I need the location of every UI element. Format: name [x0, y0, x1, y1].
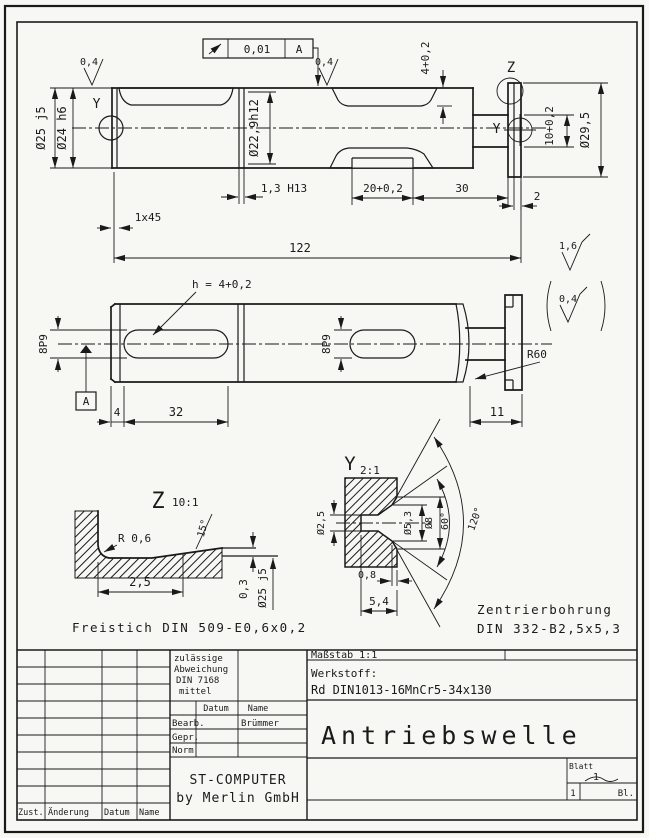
row-gepr: Gepr. [172, 733, 200, 743]
title-block [17, 650, 637, 820]
revision-table [17, 650, 170, 820]
tolerance-note: zulässige [174, 654, 223, 664]
keyway-pocket-2 [332, 88, 437, 106]
paren-right [601, 281, 605, 331]
keyway-pocket-1 [119, 88, 233, 105]
detail-y [315, 419, 621, 636]
dim-flange-dia: Ø29,5 [578, 111, 592, 149]
detail-y-letter: Y [344, 453, 356, 475]
dim-dia25-detail: Ø25 j5 [256, 568, 269, 608]
center-bore-section [345, 478, 397, 567]
dim-key-depth: 4+0,2 [419, 41, 432, 75]
col-datum: Datum [203, 704, 229, 714]
material-value: Rd DIN1013-16MnCr5-34x130 [311, 683, 492, 697]
signature-squiggle [585, 777, 618, 782]
dim-disc: 2 [533, 190, 541, 203]
detail-y-caption-2: DIN 332-B2,5x5,3 [477, 621, 622, 636]
dim-dia229: Ø22,9h12 [247, 99, 261, 157]
rev-col-name: Name [139, 808, 160, 818]
detail-y-caption-1: Zentrierbohrung [477, 602, 613, 617]
plan-view [37, 234, 605, 427]
row-bearb: Bearb. [172, 719, 205, 729]
datum-triangle-icon [80, 345, 92, 353]
dim-dia24: Ø24 h6 [55, 106, 69, 150]
surface-value: 0,4 [314, 57, 334, 68]
title-area [307, 650, 637, 800]
runout-icon [209, 44, 221, 54]
dim-key-len: 20+0,2 [363, 182, 403, 195]
detail-z-circle [497, 78, 523, 104]
sphere-section [456, 304, 469, 382]
tolerance-frame [203, 39, 318, 86]
detail-z-letter: Z [151, 489, 165, 514]
row-norm: Norm [172, 746, 194, 756]
sheet-label: Blatt [569, 762, 594, 771]
dim-4: 4 [113, 406, 121, 419]
dim-30: 30 [455, 182, 469, 195]
dim-32: 32 [168, 405, 184, 419]
dim-dia25: Ø25 j5 [34, 106, 48, 150]
company-line-2: by Merlin GmbH [176, 791, 300, 806]
scale-label: Maßstab 1:1 [311, 650, 378, 661]
dim-54: 5,4 [369, 595, 389, 608]
surface-alt: 0,4 [558, 294, 578, 305]
dim-r60: R60 [527, 348, 547, 361]
note-key-height: h = 4+0,2 [192, 278, 252, 291]
dim-neck: 10+0,2 [543, 106, 556, 146]
dim-key-width-right: 8P9 [320, 334, 333, 354]
paren-left [547, 281, 551, 331]
dim-key-width-left: 8P9 [37, 334, 50, 354]
dim-03: 0,3 [237, 579, 250, 599]
tolerance-datum: A [295, 43, 303, 56]
detail-label-y-left: Y [92, 97, 102, 112]
datum-label: A [82, 395, 90, 408]
front-view [34, 39, 608, 263]
detail-label-y-right: Y [492, 122, 502, 137]
detail-z [72, 489, 307, 635]
tolerance-value: 0,01 [243, 43, 271, 56]
tolerance-note: Abweichung [174, 665, 229, 675]
surface-value: 0,4 [79, 57, 99, 68]
dim-dia-cone: Ø5,3 [403, 510, 414, 536]
dim-15deg: 15° [195, 518, 212, 539]
sheet-count-label: Bl. [617, 789, 634, 799]
detail-z-caption: Freistich DIN 509-E0,6x0,2 [72, 620, 307, 635]
dim-60deg: 60° [440, 511, 451, 531]
dim-chamfer: 1x45 [134, 211, 162, 224]
sheet-count: 1 [570, 789, 576, 799]
col-name: Name [247, 704, 269, 714]
rev-col-zust: Zust. [18, 808, 44, 818]
detail-y-scale: 2:1 [360, 464, 380, 477]
approval-block [170, 650, 307, 820]
surface-general: 1,6 [558, 241, 578, 252]
company-line-1: ST-COMPUTER [189, 773, 287, 788]
dim-dia-outer: Ø8 [424, 516, 435, 530]
rev-col-datum: Datum [104, 808, 130, 818]
bearb-name: Brümmer [241, 719, 279, 729]
dim-r06: R 0,6 [118, 532, 152, 545]
rev-col-aenderung: Änderung [48, 808, 89, 818]
detail-label-z: Z [506, 60, 516, 76]
detail-z-scale: 10:1 [172, 496, 199, 509]
dim-dia-pilot: Ø2,5 [316, 510, 327, 536]
surface-finish-icon [562, 234, 590, 270]
sheet-number: 1 [592, 772, 600, 783]
dim-08: 0,8 [357, 570, 377, 581]
dim-120deg: 120° [466, 505, 485, 533]
material-label: Werkstoff: [311, 667, 378, 680]
dim-groove: 1,3 H13 [260, 182, 308, 195]
dim-total: 122 [289, 241, 311, 255]
drawing-title: Antriebswelle [321, 721, 582, 750]
dim-25mm: 2,5 [129, 575, 151, 589]
dim-11: 11 [489, 405, 505, 419]
tolerance-note: DIN 7168 [176, 676, 220, 686]
tolerance-note: mittel [179, 687, 212, 697]
